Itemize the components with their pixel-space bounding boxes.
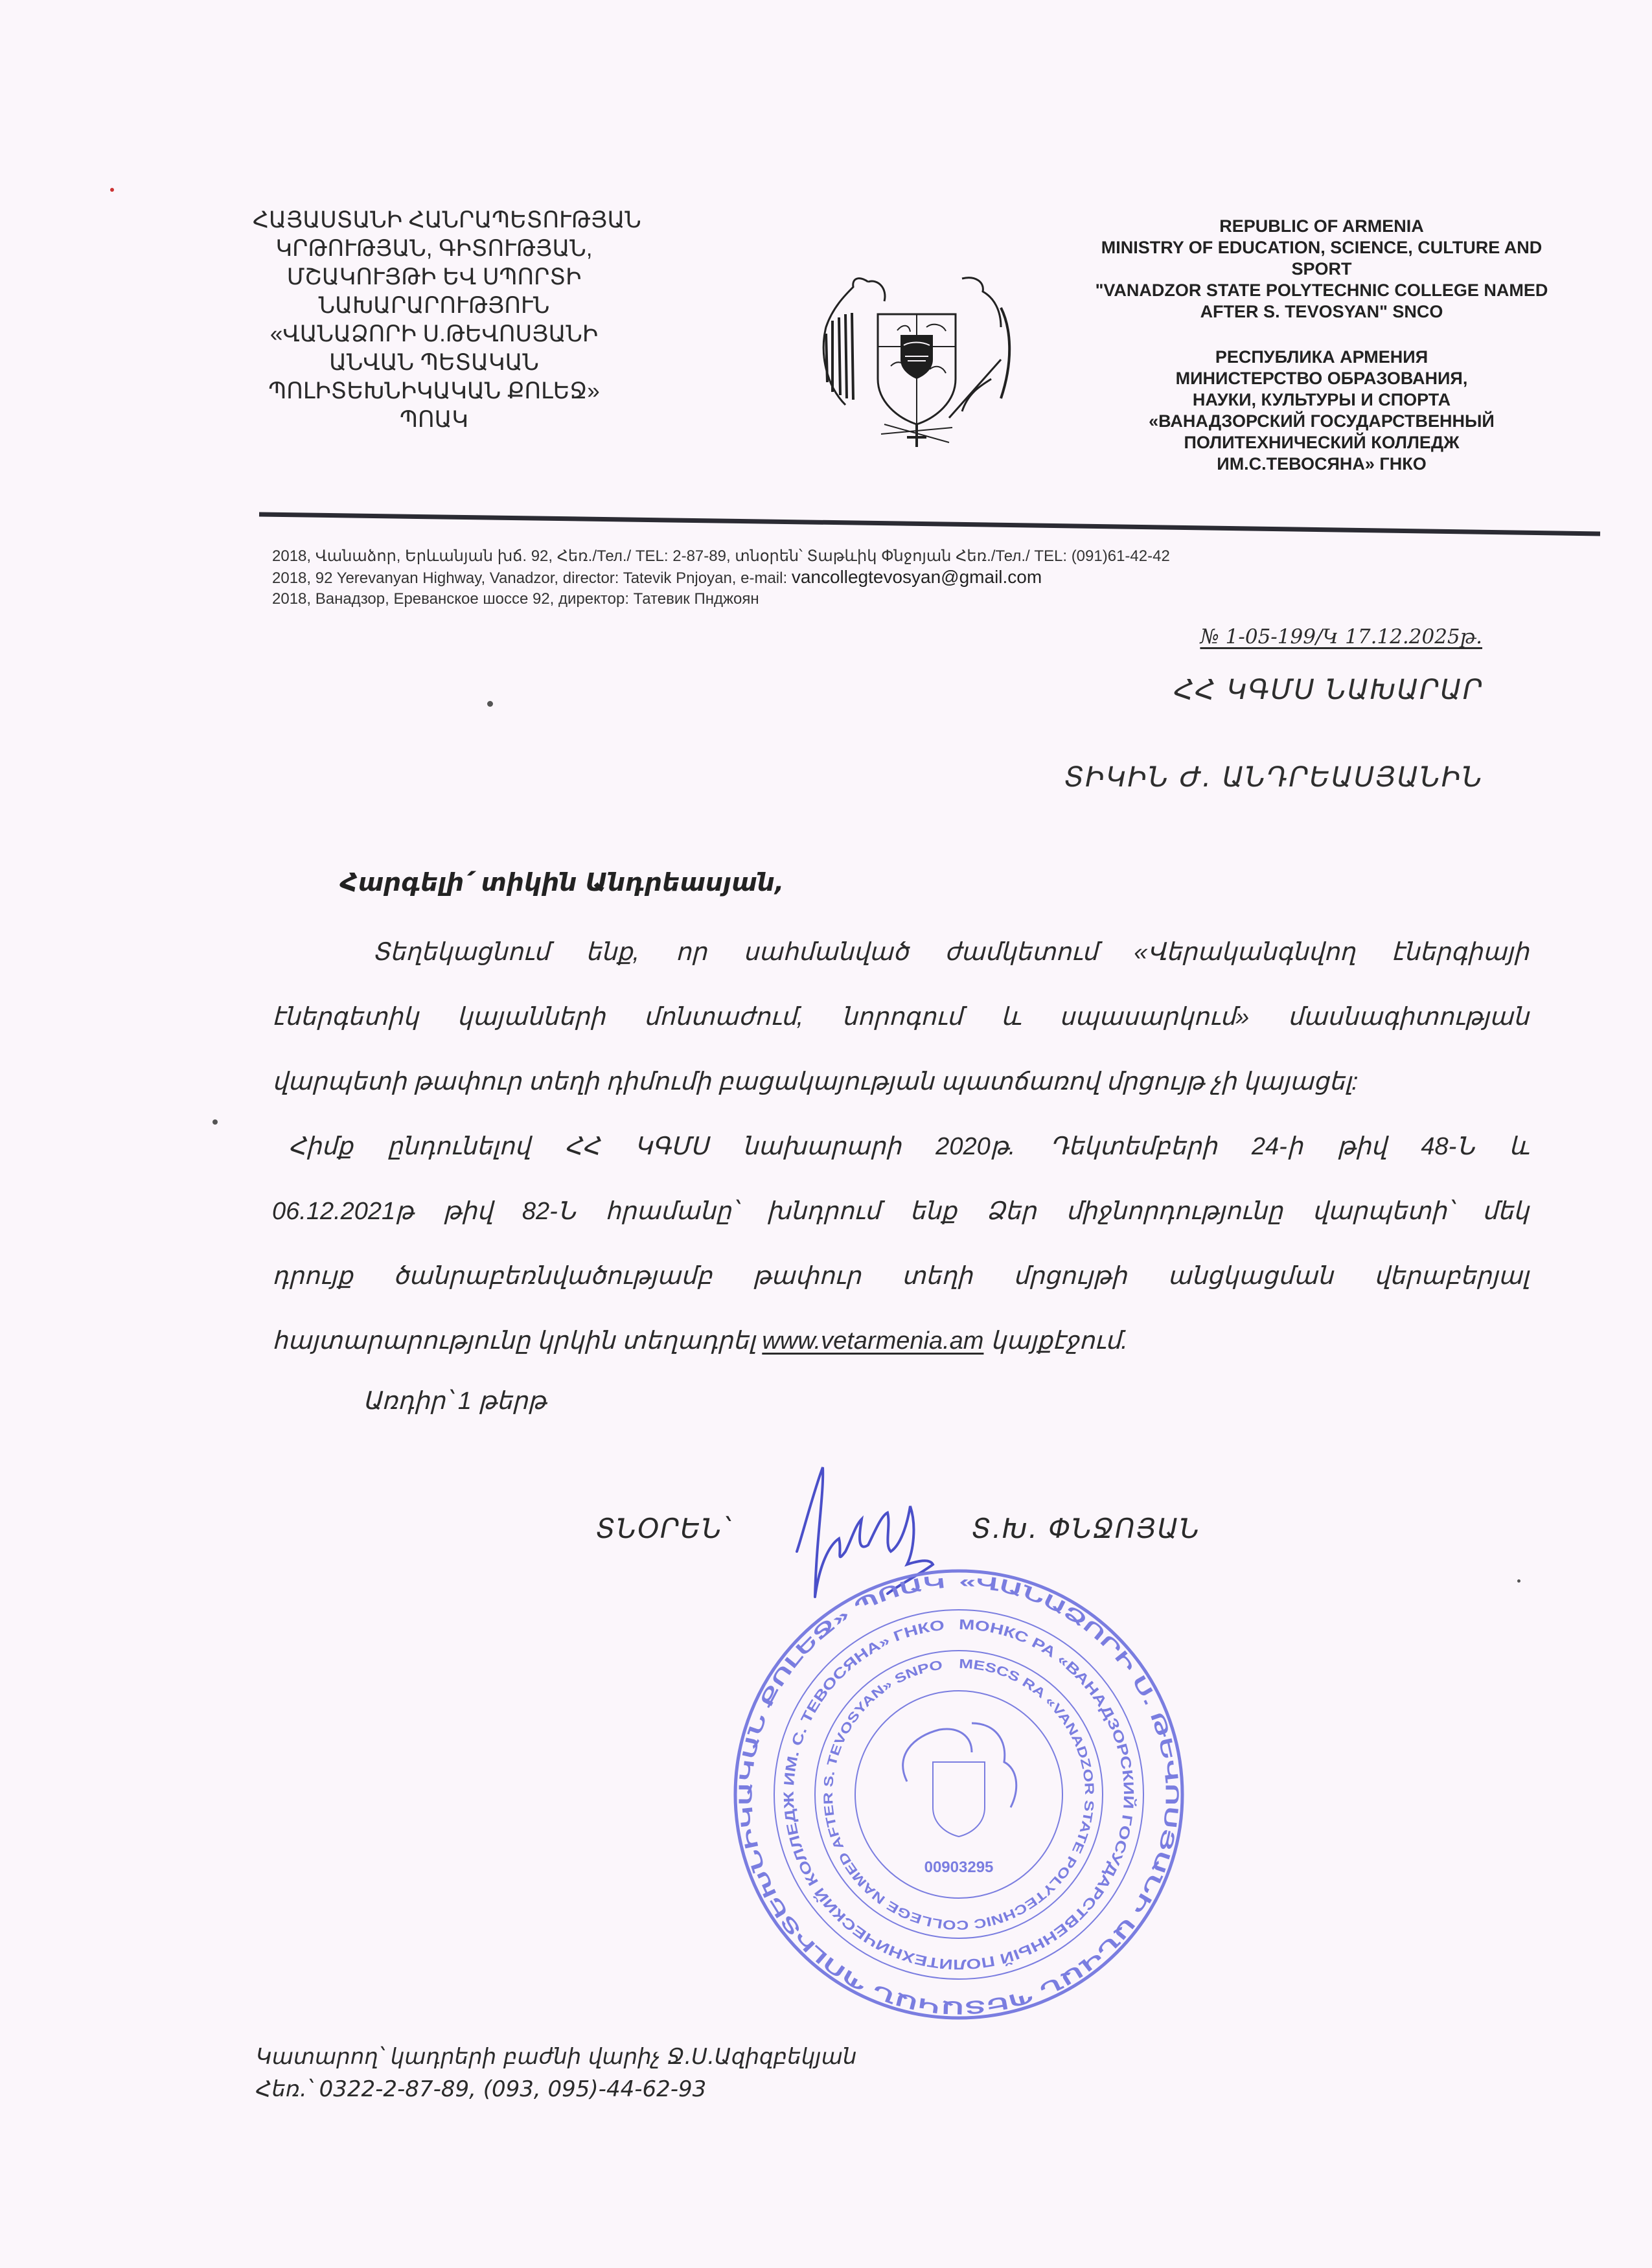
letterhead-ru-line: ИМ.С.ТЕВОСЯНА» ГНКО [1217, 454, 1427, 474]
address-line-english [272, 567, 1373, 589]
svg-text:MESCS RA «VANADZOR STATE POLYT [821, 1657, 1096, 1932]
coat-of-arms-icon [807, 262, 1027, 450]
address-line-russian: 2018, Ванадзор, Ереванское шоссе 92, директор: Татевик Пнджоян [272, 590, 759, 608]
reference-number: № 1-05-199/Կ 17.12.2025թ. [1200, 625, 1482, 648]
letterhead-am-line: ԱՆՎԱՆ ՊԵՏԱԿԱՆ [329, 350, 539, 375]
letterhead-am-line: ՀԱՅԱՍՏԱՆԻ ՀԱՆՐԱՊԵՏՈՒԹՅԱՆ [253, 207, 641, 233]
letterhead-am-line: ՆԱԽԱՐԱՐՈՒԹՅՈՒՆ [318, 293, 550, 318]
executor-block [256, 2041, 856, 2105]
letterhead-ru-line: «ВАНАДЗОРСКИЙ ГОСУДАРСТВЕННЫЙ [1149, 411, 1495, 431]
scan-speck [1517, 1579, 1520, 1583]
addressee-title: ՀՀ ԿԳՄՍ ՆԱԽԱՐԱՐ [1174, 674, 1484, 706]
addressee-name: ՏԻԿԻՆ Ժ. ԱՆԴՐԵԱՍՅԱՆԻՆ [1064, 761, 1484, 794]
scan-speck [110, 188, 114, 192]
address-block [272, 546, 1373, 610]
stamp-outer-text: «ՎԱՆԱՁՈՐԻ Ս. ԹԵՎՈՍՅԱՆԻ ԱՆՎԱՆ ՊԵՏԱԿԱՆ ՊՈԼԻՏԵԽՆԻԿԱԿԱՆ ՔՈԼԵՋ» ՊՈԱԿ [735, 1571, 1182, 2018]
letterhead-ru-line: НАУКИ, КУЛЬТУРЫ И СПОРТА [1192, 390, 1451, 409]
letterhead-ru-line: РЕСПУБЛИКА АРМЕНИЯ [1215, 347, 1428, 367]
letterhead-en-line: AFTER S. TEVOSYAN" SNCO [1200, 302, 1443, 321]
executor-phone: Հեռ.՝ 0322-2-87-89, (093, 095)-44-62-93 [256, 2076, 707, 2102]
website-link[interactable]: www.vetarmenia.am [762, 1327, 984, 1355]
stamp-inner-text: MESCS RA «VANADZOR STATE POLYTECHNIC COLLEGE NAMED AFTER S. TEVOSYAN» SNPO [821, 1656, 1096, 1932]
letterhead-english [1069, 216, 1574, 323]
address-line-english-text: 2018, 92 Yerevanyan Highway, Vanadzor, director: Tatevik Pnjoyan, e-mail: [272, 569, 792, 587]
body-p2-text: կայքէջում. [983, 1327, 1128, 1355]
letterhead-am-line: ՊՈԼԻՏԵԽՆԻԿԱԿԱՆ ՔՈԼԵՋ» [268, 378, 600, 404]
body-p2-last-line [272, 1309, 1529, 1373]
scan-speck [212, 1119, 218, 1125]
salutation: Հարգելի՛ տիկին Անդրեասյան, [340, 868, 785, 897]
body-p1-line: Տեղեկացնում ենք, որ սահմանված ժամկետում «Վերականգնվող էներգիայի [373, 939, 1529, 966]
stamp-code: 00903295 [924, 1859, 994, 1876]
body-paragraph-1 [272, 920, 1529, 1114]
letterhead-en-line: "VANADZOR STATE POLYTECHNIC COLLEGE NAMED [1095, 281, 1548, 300]
letterhead-am-line: ՊՈԱԿ [399, 407, 469, 432]
body-p1-line: վարպետի թափուր տեղի դիմումի բացակայության պատճառով մրցույթ չի կայացել: [272, 1068, 1359, 1095]
body-p2-text: հայտարարությունը կրկին տեղադրել [272, 1327, 763, 1355]
letterhead-am-line: ՄՇԱԿՈՒՅԹԻ ԵՎ ՍՊՈՐՏԻ [286, 264, 582, 290]
letterhead-ru-line: ПОЛИТЕХНИЧЕСКИЙ КОЛЛЕДЖ [1184, 433, 1460, 452]
body-p2-line: 06.12.2021թ թիվ 82-Ն հրամանը՝ խնդրում ենք Ձեր միջնորդությունը վարպետի՝ մեկ [272, 1198, 1529, 1225]
letterhead-en-line: MINISTRY OF EDUCATION, SCIENCE, CULTURE AND [1101, 238, 1543, 257]
official-stamp [732, 1568, 1186, 2021]
body-p2-line: դրույք ծանրաբեռնվածությամբ թափուր տեղի մրցույթի անցկացման վերաբերյալ [272, 1263, 1529, 1290]
body-paragraph-2 [272, 1114, 1529, 1373]
address-line-armenian: 2018, Վանաձոր, Երևանյան խճ. 92, Հեռ./Тел./ TEL: 2-87-89, տնօրեն՝ Տաթևիկ Փնջոյան Հեռ./Тел./ TEL: (091)61-42-42 [272, 547, 1170, 565]
letterhead-am-line: «ՎԱՆԱՁՈՐԻ Ս.ԹԵՎՈՍՅԱՆԻ [270, 321, 599, 347]
letterhead-armenian [253, 206, 641, 434]
scan-speck [487, 701, 493, 707]
attachment-note: Առդիր՝ 1 թերթ [363, 1388, 546, 1415]
signatory-name: Տ.Խ. ՓՆՋՈՅԱՆ [972, 1513, 1201, 1544]
header-divider [253, 510, 1603, 536]
body-p1-line: էներգետիկ կայանների մոնտաժում, նորոգում և սպասարկում» մասնագիտության [272, 1003, 1529, 1031]
signatory-title: ՏՆՕՐԵՆ՝ [596, 1513, 731, 1544]
executor-line: Կատարող՝ կադրերի բաժնի վարիչ Ջ.Ս.Ազիզբեկյան [256, 2044, 857, 2070]
letterhead-en-line: REPUBLIC OF ARMENIA [1219, 216, 1424, 236]
svg-text:«ՎԱՆԱՁՈՐԻ Ս. ԹԵՎՈՍՅԱՆԻ ԱՆՎԱՆ Պ [736, 1572, 1182, 2018]
email-link[interactable]: vancollegtevosyan@gmail.com [791, 567, 1042, 587]
letterhead-am-line: ԿՐԹՈՒԹՅԱՆ, ԳԻՏՈՒԹՅԱՆ, [275, 236, 593, 261]
letterhead-en-line: SPORT [1291, 259, 1352, 279]
letterhead-ru-line: МИНИСТЕРСТВО ОБРАЗОВАНИЯ, [1175, 369, 1468, 388]
stamp-middle-text: МОНКС РА «ВАНАДЗОРСКИЙ ГОСУДАРСТВЕННЫЙ ПОЛИТЕХНИЧЕСКИЙ КОЛЛЕДЖ ИМ. С. ТЕВОСЯНА» ГНКО [780, 1616, 1138, 1973]
body-p2-line: Հիմք ընդունելով ՀՀ ԿԳՄՍ նախարարի 2020թ. Դեկտեմբերի 24-ի թիվ 48-Ն և [288, 1133, 1529, 1160]
letterhead-russian [1069, 347, 1574, 475]
